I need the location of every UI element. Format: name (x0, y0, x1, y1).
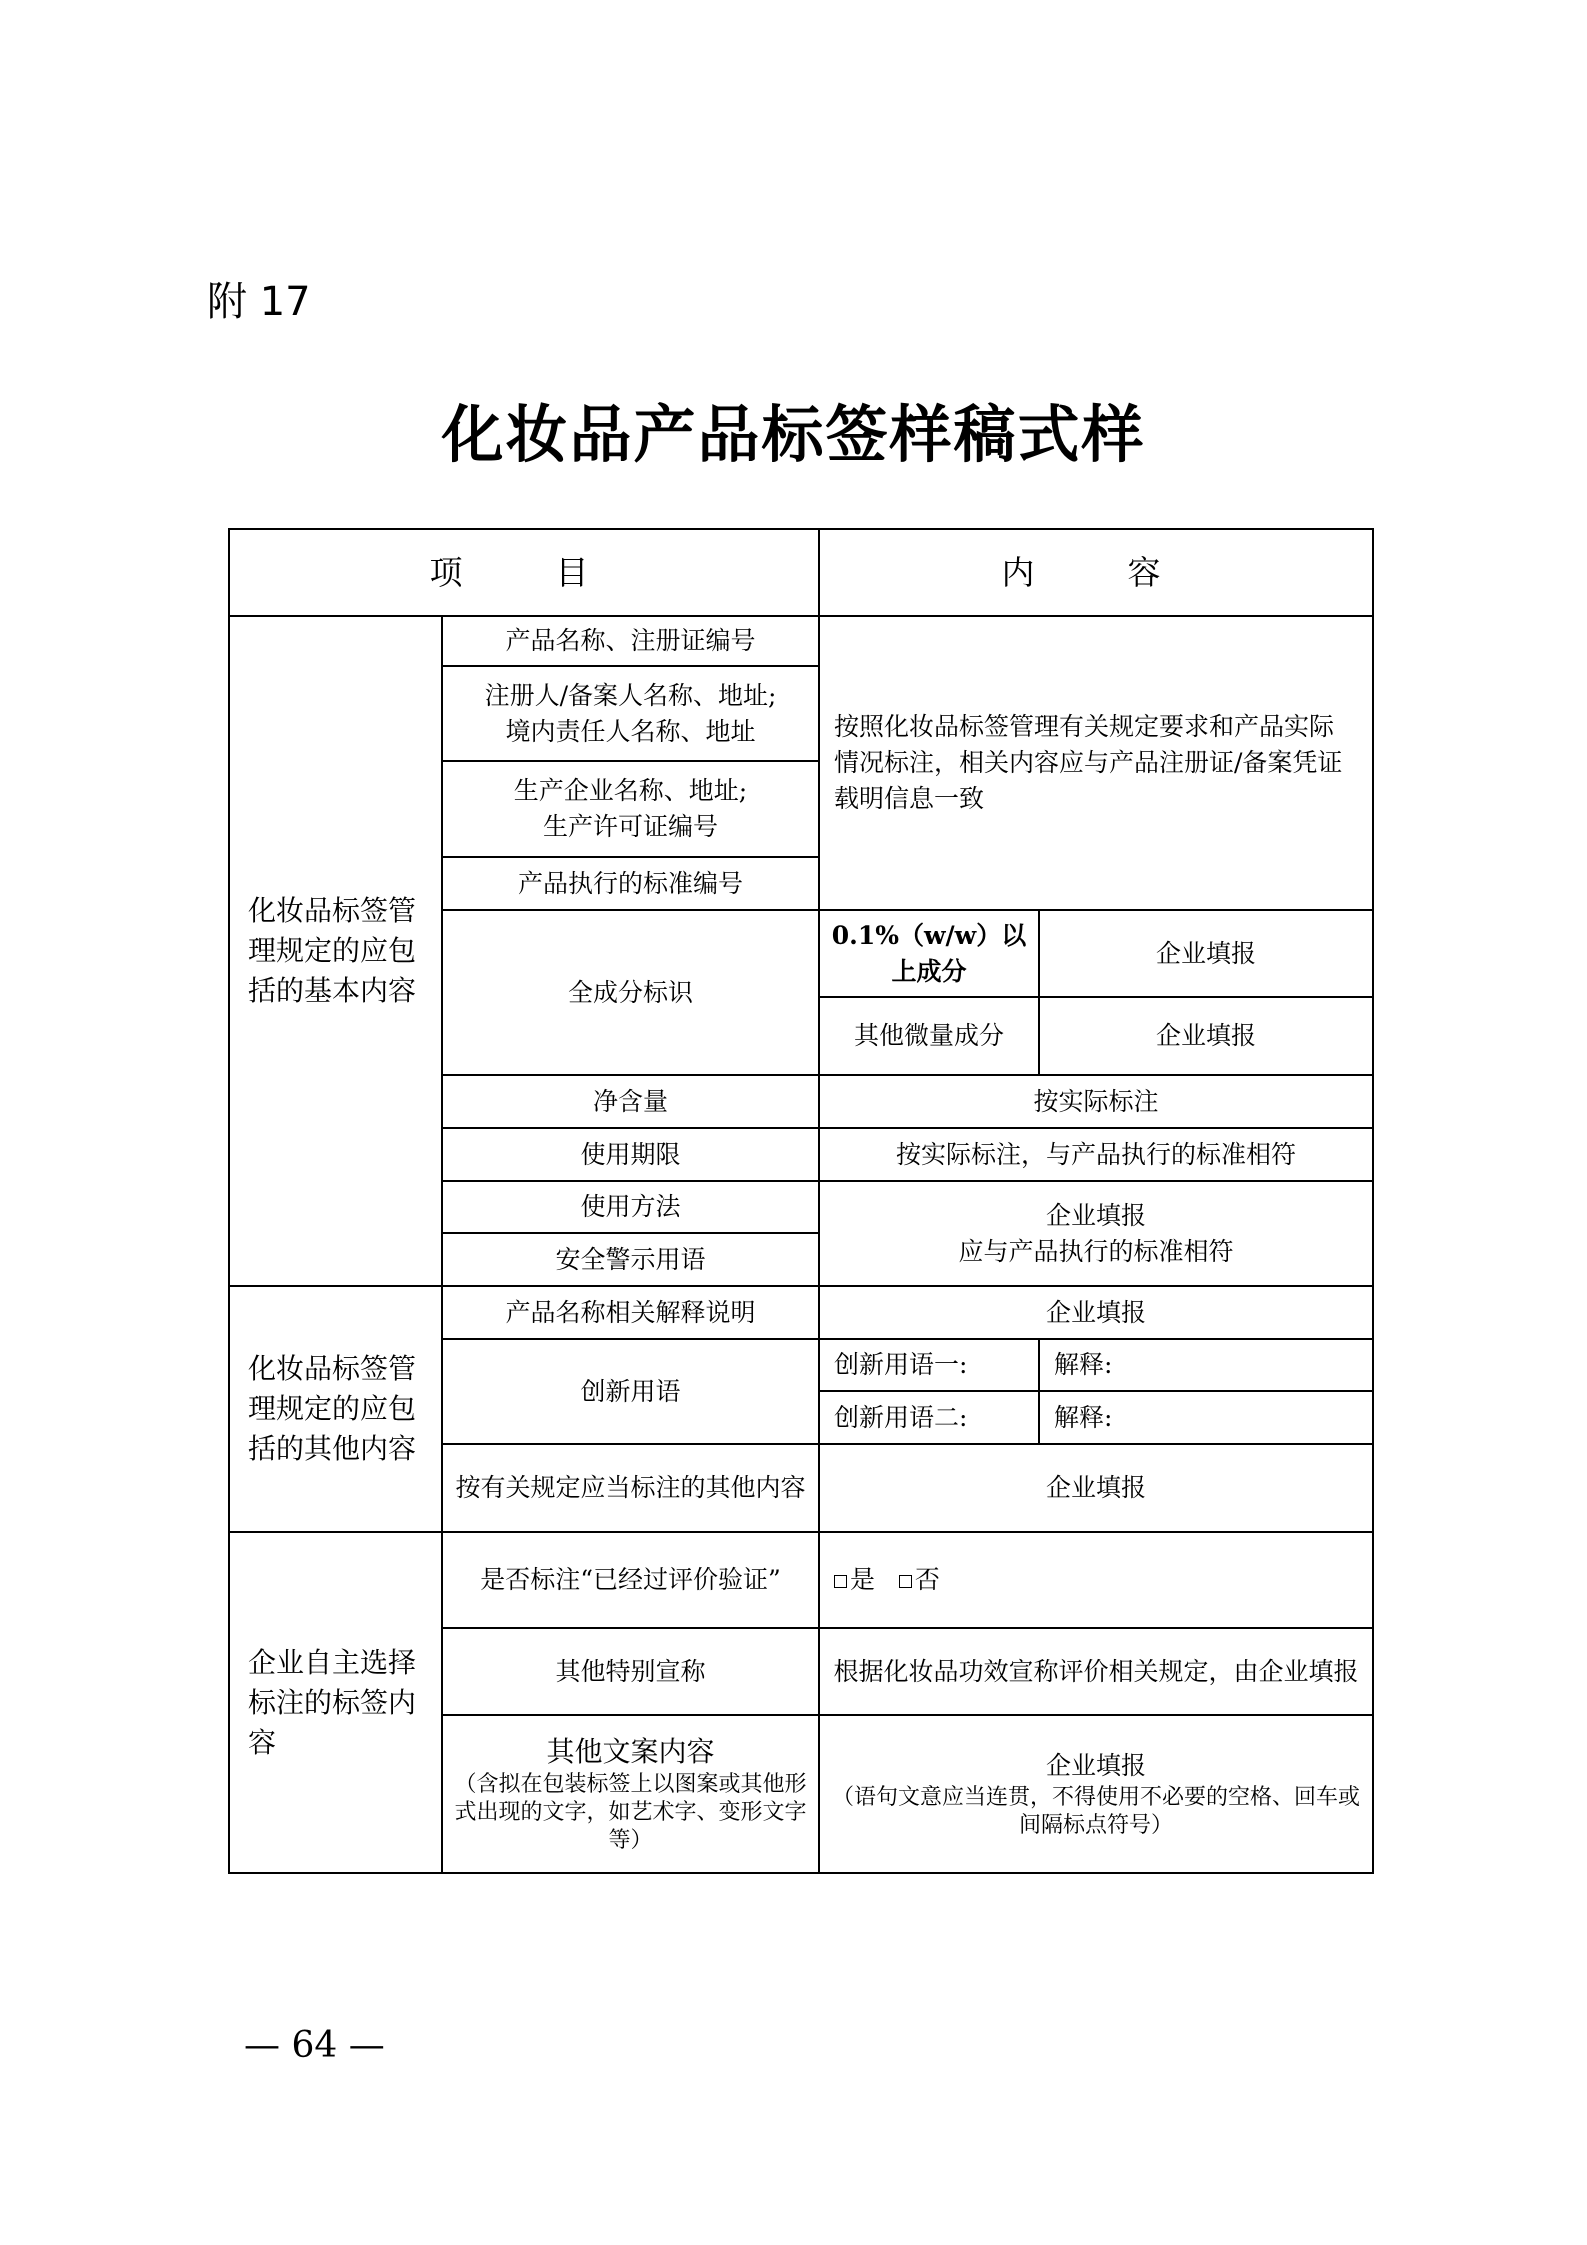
header-content: 内 容 (819, 529, 1373, 616)
yes-label: 是 (850, 1565, 876, 1594)
row-product-name: 产品名称、注册证编号 (442, 616, 819, 666)
group-basic: 化妆品标签管理规定的应包括的基本内容 (229, 616, 442, 1286)
innovation-2: 创新用语二: (819, 1391, 1039, 1444)
row-producer (442, 761, 819, 857)
ingredients-trace-content: 企业填报 (1039, 997, 1373, 1075)
row-ingredients: 全成分标识 (442, 910, 819, 1075)
registrant-line-2: 境内责任人名称、地址 (505, 716, 756, 746)
row-net-content: 净含量 (442, 1075, 819, 1128)
period-content: 按实际标注，与产品执行的标准相符 (819, 1128, 1373, 1181)
row-warning: 安全警示用语 (442, 1233, 819, 1286)
evaluated-options (819, 1532, 1373, 1628)
row-other-required: 按有关规定应当标注的其他内容 (442, 1444, 819, 1532)
innovation-2-explain: 解释: (1039, 1391, 1373, 1444)
producer-line-2: 生产许可证编号 (542, 812, 718, 841)
usage-standard: 应与产品执行的标准相符 (958, 1236, 1234, 1266)
usage-content (819, 1181, 1373, 1286)
innovation-1: 创新用语一: (819, 1339, 1039, 1391)
row-evaluated: 是否标注“已经过评价验证” (442, 1532, 819, 1628)
header-item: 项 目 (229, 529, 819, 616)
row-period: 使用期限 (442, 1128, 819, 1181)
ingredients-above-content: 企业填报 (1039, 910, 1373, 997)
other-text-content (819, 1715, 1373, 1873)
ingredients-above: 0.1%（w/w）以上成分 (819, 910, 1039, 997)
row-name-explain: 产品名称相关解释说明 (442, 1286, 819, 1339)
ingredients-trace: 其他微量成分 (819, 997, 1039, 1075)
row-usage: 使用方法 (442, 1181, 819, 1233)
special-claim-content: 根据化妆品功效宣称评价相关规定，由企业填报 (819, 1628, 1373, 1715)
registrant-line-1: 注册人/备案人名称、地址; (484, 680, 777, 710)
no-checkbox[interactable] (899, 1575, 912, 1588)
producer-line-1: 生产企业名称、地址; (513, 776, 748, 805)
appendix-label: 附 17 (207, 279, 311, 325)
group-other: 化妆品标签管理规定的应包括的其他内容 (229, 1286, 442, 1532)
no-label: 否 (914, 1565, 940, 1594)
label-sample-table (228, 528, 1374, 1874)
row-innovation: 创新用语 (442, 1339, 819, 1444)
basic-content: 按照化妆品标签管理有关规定要求和产品实际情况标注，相关内容应与产品注册证/备案凭证载明信息一致 (819, 616, 1373, 910)
other-text-label: 其他文案内容 (546, 1734, 715, 1768)
other-text-content-note: （语句文意应当连贯，不得使用不必要的空格、回车或间隔标点符号） (831, 1785, 1360, 1838)
usage-fill: 企业填报 (1045, 1200, 1146, 1230)
other-text-note: （含拟在包装标签上以图案或其他形式出现的文字，如艺术字、变形文字等） (454, 1771, 807, 1853)
page-number: — 64 — (244, 2025, 385, 2066)
yes-checkbox[interactable] (834, 1575, 847, 1588)
row-other-text (442, 1715, 819, 1873)
other-text-fill: 企业填报 (1045, 1751, 1146, 1780)
net-content: 按实际标注 (819, 1075, 1373, 1128)
row-standard: 产品执行的标准编号 (442, 857, 819, 910)
group-optional: 企业自主选择标注的标签内容 (229, 1532, 442, 1873)
other-required-content: 企业填报 (819, 1444, 1373, 1532)
innovation-1-explain: 解释: (1039, 1339, 1373, 1391)
row-special-claim: 其他特别宣称 (442, 1628, 819, 1715)
row-registrant (442, 666, 819, 761)
name-explain-content: 企业填报 (819, 1286, 1373, 1339)
page-title: 化妆品产品标签样稿式样 (441, 398, 1146, 471)
